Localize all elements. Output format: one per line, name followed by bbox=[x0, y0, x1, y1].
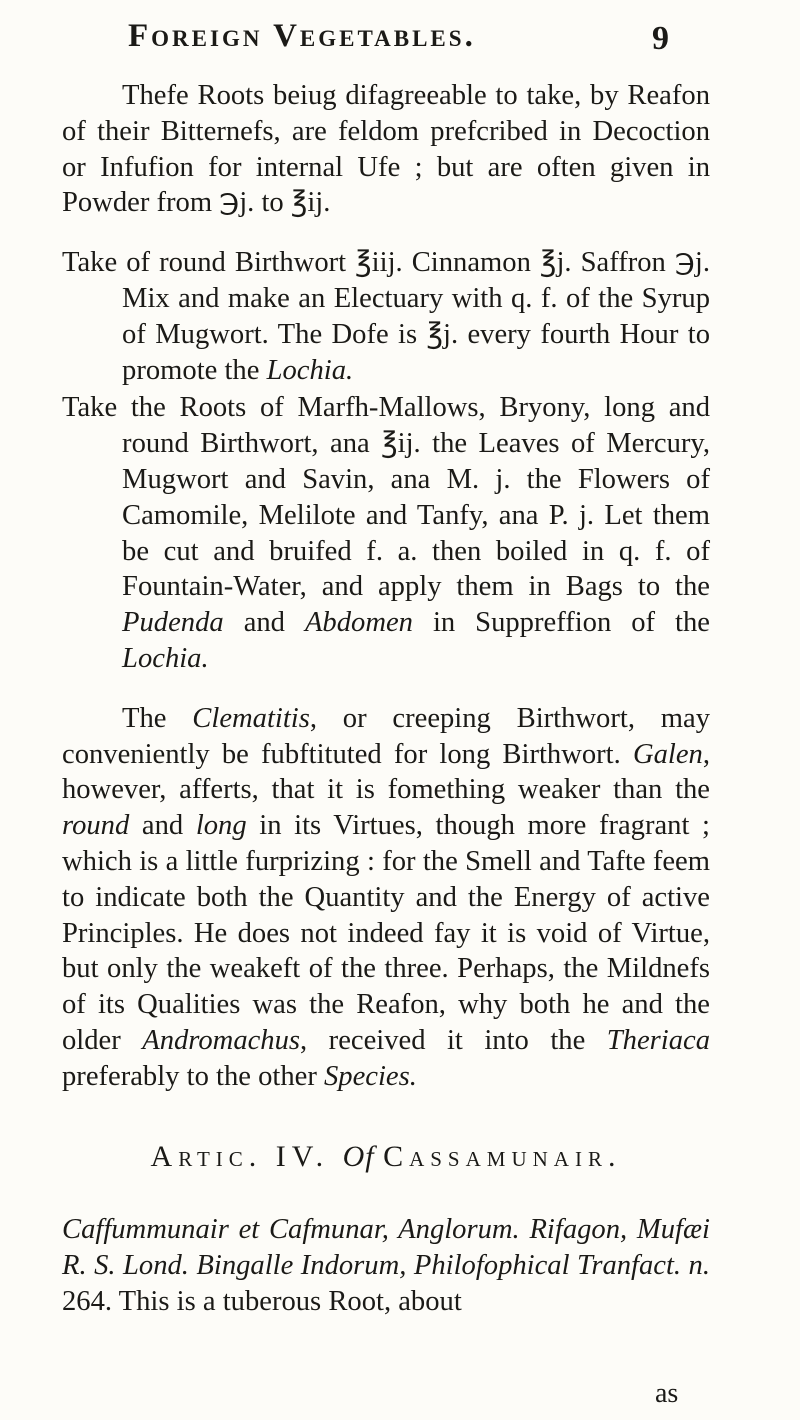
article-heading bbox=[62, 1139, 710, 1175]
recipe-electuary-text: Take of round Birthwort ℥iij. Cinnamon ℥j. Saffron ℈j. Mix and make an Electuary with q. f. of the Syrup of Mugwort. The Dofe is ℥j. every fourth Hour to promote the bbox=[62, 247, 710, 386]
recipe-bags bbox=[62, 390, 710, 676]
recipe-bags-suppression: in Suppreffion of the bbox=[412, 607, 710, 639]
paragraph-clematitis bbox=[62, 701, 710, 1095]
recipe-bags-text: Take the Roots of Marfh-Mallows, Bryony, long and round Birthwort, ana ℥ij. the Leaves of Mercury, Mugwort and Savin, ana M. j. the Flowers of Camomile, Melilote and Tanfy, ana P. j. Let them be cut and bruifed f. a. then boiled in q. f. of Fountain-Water, and apply them in Bags to the bbox=[62, 392, 710, 603]
running-head: Foreign Vegetables. bbox=[128, 18, 476, 54]
term-abdomen: Abdomen bbox=[304, 607, 413, 639]
recipe-bags-and: and bbox=[223, 607, 305, 639]
term-round: round bbox=[62, 810, 130, 842]
term-lochia: Lochia. bbox=[122, 642, 209, 674]
paragraph-roots-powder: Thefe Roots beiug difagreeable to take, by Reafon of their Bitternefs, are feldom prefcribed in Decoction or Infufion for internal Ufe ; but are often given in Powder from ℈j. to ℥ij. bbox=[62, 80, 710, 219]
article-title: Cassamunair. bbox=[383, 1139, 622, 1173]
page-number: 9 bbox=[652, 20, 669, 57]
term-pudenda: Pudenda bbox=[122, 607, 224, 639]
text-run: , however, afferts, that it is fomething weaker than the bbox=[62, 738, 710, 806]
text-run: and bbox=[129, 810, 196, 842]
text-run: , received it into the bbox=[300, 1024, 607, 1056]
term-species: Species. bbox=[324, 1060, 417, 1092]
paragraph-cassamunair bbox=[62, 1212, 710, 1319]
term-theriaca: Theriaca bbox=[606, 1024, 710, 1056]
body-text bbox=[62, 78, 710, 1320]
text-run: 264. This is a tuberous Root, about bbox=[62, 1285, 462, 1317]
name-galen: Galen bbox=[632, 738, 703, 770]
catchword: as bbox=[655, 1378, 679, 1409]
text-run: , or creeping Birthwort, may conveniently be fubftituted for long Birthwort. bbox=[62, 702, 710, 770]
text-run: The bbox=[122, 702, 193, 734]
recipe-electuary-lochia: Lochia. bbox=[266, 354, 354, 386]
name-andromachus: Andromachus bbox=[142, 1024, 301, 1056]
text-run: in its Virtues, though more fragrant ; which is a little furprizing : for the Smell and Tafte feem to indicate both the Quantity and the Energy of active Principles. He does not indeed fay it is void of Virtue, but only the weakeft of the three. Perhaps, the Mildnefs of its Qualities was the Reafon, why both he and the older bbox=[62, 810, 710, 1056]
term-long: long bbox=[195, 810, 247, 842]
synonyms-cassamunair: Caffummunair et Cafmunar, Anglorum. Rifagon, Mufæi R. S. Lond. Bingalle Indorum, Philofophical Tranfact. n. bbox=[62, 1214, 710, 1282]
page-header bbox=[0, 14, 800, 74]
article-number: Artic. IV. bbox=[150, 1139, 343, 1173]
article-of: Of bbox=[342, 1139, 384, 1173]
text-run: preferably to the other bbox=[62, 1060, 324, 1092]
term-clematitis: Clematitis bbox=[192, 702, 310, 734]
recipe-electuary bbox=[62, 245, 710, 388]
